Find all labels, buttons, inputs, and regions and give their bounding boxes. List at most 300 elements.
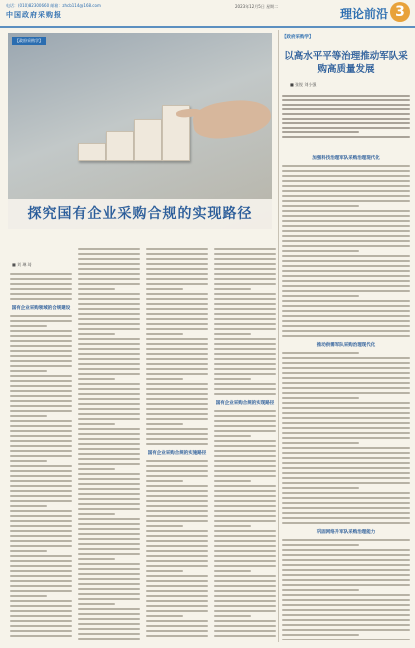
section-title: 理论前沿	[340, 7, 389, 21]
body-text-line	[78, 263, 140, 265]
body-text-line	[10, 320, 72, 322]
body-text-line	[78, 493, 140, 495]
body-text-line	[146, 388, 208, 390]
body-text-line	[146, 485, 208, 487]
body-text-line	[214, 545, 276, 547]
body-text-line	[78, 313, 140, 315]
body-text-line	[10, 450, 72, 452]
body-text-line	[78, 368, 140, 370]
body-text-line	[10, 325, 47, 327]
body-text-line	[146, 283, 208, 285]
body-text-line	[214, 485, 276, 487]
body-text-line	[282, 305, 410, 307]
body-text-line	[78, 623, 140, 625]
body-text-line	[146, 248, 208, 250]
body-text-line	[214, 415, 276, 417]
body-text-line	[282, 95, 410, 97]
body-text-line	[78, 633, 140, 635]
body-text-line	[78, 583, 140, 585]
body-text-line	[146, 348, 208, 350]
body-text-line	[214, 500, 276, 502]
body-text-line	[146, 520, 208, 522]
body-text-line	[10, 380, 72, 382]
body-text-line	[282, 492, 410, 494]
body-text-line	[78, 283, 140, 285]
body-text-line	[10, 288, 72, 290]
body-text-line	[214, 595, 276, 597]
body-text-line	[214, 283, 276, 285]
body-text-line	[10, 630, 72, 632]
body-text-line	[10, 298, 72, 300]
body-text-line	[282, 554, 410, 556]
body-text-line	[214, 605, 276, 607]
body-text-line	[214, 248, 276, 250]
body-text-line	[146, 545, 208, 547]
body-text-line	[10, 430, 72, 432]
body-text-line	[146, 413, 208, 415]
body-text-line	[282, 574, 410, 576]
body-text-line	[78, 248, 140, 250]
body-text-line	[78, 453, 140, 455]
body-text-line	[78, 303, 140, 305]
body-text-line	[10, 480, 72, 482]
body-text-line	[282, 522, 410, 524]
body-text-line	[10, 395, 72, 397]
body-text-line	[146, 423, 183, 425]
body-text-line	[214, 410, 276, 412]
body-text-line	[282, 352, 359, 354]
body-text-line	[214, 625, 276, 627]
body-text-line	[282, 482, 410, 484]
body-text-line	[146, 428, 208, 430]
article-headline: 探究国有企业采购合规的实现路径	[27, 206, 253, 222]
body-text-line	[146, 555, 208, 557]
body-text-line	[146, 293, 208, 295]
body-text-line	[282, 502, 410, 504]
body-text-line	[10, 415, 47, 417]
body-text-line	[214, 540, 276, 542]
body-text-line	[214, 288, 251, 290]
body-text-line	[10, 520, 72, 522]
body-text-line	[10, 390, 72, 392]
body-text-line	[214, 465, 276, 467]
body-text-line	[78, 258, 140, 260]
body-text-line	[146, 263, 208, 265]
body-text-line	[78, 438, 140, 440]
body-text-line	[146, 535, 208, 537]
body-text-line	[282, 472, 410, 474]
body-text-line	[282, 99, 410, 101]
body-text-line	[78, 463, 140, 465]
text-column	[282, 150, 410, 640]
body-text-line	[282, 462, 410, 464]
body-text-line	[10, 470, 72, 472]
body-text-line	[282, 240, 410, 242]
body-text-line	[282, 432, 410, 434]
body-text-line	[214, 388, 276, 390]
body-text-line	[10, 625, 72, 627]
section-subhead: 国有企业采购合规的实现路径	[215, 401, 275, 406]
contact-info: 电话：(010)82300660 邮箱：zhcb114@168.com	[6, 3, 101, 8]
body-text-line	[78, 363, 140, 365]
body-text-line	[10, 485, 72, 487]
body-text-line	[78, 593, 140, 595]
body-text-line	[78, 528, 140, 530]
body-text-line	[78, 498, 140, 500]
body-text-line	[282, 362, 410, 364]
body-text-line	[282, 452, 410, 454]
body-text-line	[10, 580, 72, 582]
body-text-line	[10, 605, 72, 607]
body-text-line	[10, 425, 72, 427]
body-text-line	[282, 250, 359, 252]
body-text-line	[282, 210, 410, 212]
body-text-line	[282, 457, 410, 459]
stair-block	[106, 131, 134, 161]
body-text-line	[78, 378, 115, 380]
body-text-line	[282, 310, 410, 312]
body-text-line	[146, 460, 208, 462]
body-text-line	[78, 388, 140, 390]
body-text-line	[146, 353, 208, 355]
body-text-line	[146, 403, 208, 405]
text-column	[214, 245, 276, 640]
body-text-line	[282, 629, 410, 631]
body-text-line	[282, 639, 410, 640]
body-text-line	[214, 470, 276, 472]
body-text-line	[146, 273, 208, 275]
body-text-line	[10, 550, 47, 552]
body-text-line	[10, 273, 72, 275]
body-text-line	[146, 373, 208, 375]
body-text-line	[214, 550, 276, 552]
body-text-line	[214, 353, 276, 355]
body-text-line	[282, 260, 410, 262]
body-text-line	[282, 447, 410, 449]
issue-date: 2023年12月5日 星期二	[235, 4, 279, 9]
body-text-line	[214, 268, 276, 270]
body-text-line	[282, 594, 410, 596]
body-text-line	[10, 355, 72, 357]
body-text-line	[146, 590, 208, 592]
body-text-line	[282, 549, 410, 551]
body-text-line	[10, 530, 72, 532]
body-text-line	[214, 278, 276, 280]
body-text-line	[146, 610, 208, 612]
body-text-line	[282, 220, 410, 222]
body-text-line	[214, 383, 276, 385]
body-text-line	[146, 510, 208, 512]
body-text-line	[10, 385, 72, 387]
body-text-line	[10, 435, 72, 437]
body-text-line	[146, 253, 208, 255]
body-text-line	[10, 525, 72, 527]
body-text-line	[78, 278, 140, 280]
body-text-line	[214, 253, 276, 255]
body-text-line	[78, 353, 140, 355]
body-text-line	[78, 548, 140, 550]
body-text-line	[214, 635, 276, 637]
body-text-line	[282, 589, 359, 591]
body-text-line	[282, 619, 410, 621]
body-text-line	[78, 568, 140, 570]
body-text-line	[282, 437, 410, 439]
body-text-line	[214, 435, 251, 437]
body-text-line	[10, 420, 72, 422]
body-text-line	[282, 295, 359, 297]
body-text-line	[282, 467, 410, 469]
body-text-line	[10, 610, 72, 612]
body-text-line	[10, 535, 72, 537]
body-text-line	[146, 540, 208, 542]
body-text-line	[282, 315, 410, 317]
body-text-line	[10, 590, 72, 592]
body-text-line	[146, 615, 183, 617]
body-text-line	[282, 330, 410, 332]
body-text-line	[10, 375, 72, 377]
body-text-line	[10, 278, 72, 280]
body-text-line	[282, 320, 410, 322]
body-text-line	[282, 127, 410, 129]
body-text-line	[146, 333, 183, 335]
body-text-line	[146, 358, 208, 360]
body-text-line	[146, 433, 208, 435]
body-text-line	[146, 600, 208, 602]
body-text-line	[214, 555, 276, 557]
body-text-line	[146, 625, 208, 627]
body-text-line	[146, 338, 208, 340]
body-text-line	[78, 318, 140, 320]
body-text-line	[146, 530, 208, 532]
body-text-line	[282, 170, 410, 172]
body-text-line	[282, 104, 410, 106]
body-text-line	[282, 335, 410, 337]
body-text-line	[282, 417, 410, 419]
body-text-line	[214, 378, 251, 380]
body-text-line	[282, 185, 410, 187]
body-text-line	[78, 588, 140, 590]
page-number-badge: 3	[390, 2, 410, 22]
body-text-line	[282, 190, 410, 192]
body-text-line	[146, 620, 208, 622]
body-text-line	[146, 378, 183, 380]
body-text-line	[214, 328, 276, 330]
body-text-line	[214, 298, 276, 300]
body-text-line	[10, 495, 72, 497]
body-text-line	[282, 584, 410, 586]
body-text-line	[10, 350, 72, 352]
body-text-line	[282, 579, 410, 581]
body-text-line	[78, 613, 140, 615]
body-text-line	[282, 422, 410, 424]
body-text-line	[10, 365, 72, 367]
section-subhead: 国有企业采购合规的实施路径	[147, 451, 207, 456]
body-text-line	[10, 440, 72, 442]
body-text-line	[214, 293, 276, 295]
body-text-line	[146, 500, 208, 502]
body-text-line	[214, 520, 276, 522]
body-text-line	[214, 620, 276, 622]
body-text-line	[10, 545, 72, 547]
body-text-line	[78, 468, 115, 470]
body-text-line	[214, 425, 276, 427]
body-text-line	[282, 512, 410, 514]
body-text-line	[78, 413, 140, 415]
body-text-line	[78, 628, 140, 630]
body-text-line	[78, 343, 140, 345]
body-text-line	[282, 225, 410, 227]
body-text-line	[282, 300, 410, 302]
body-text-line	[146, 630, 208, 632]
body-text-line	[282, 118, 410, 120]
body-text-line	[10, 635, 72, 637]
body-text-line	[282, 634, 359, 636]
body-text-line	[146, 418, 208, 420]
body-text-line	[282, 235, 410, 237]
section-subhead: 国有企业采购领域的合规建设	[11, 306, 71, 311]
body-text-line	[282, 604, 410, 606]
body-text-line	[10, 555, 72, 557]
body-text-line	[146, 525, 183, 527]
body-text-line	[78, 333, 115, 335]
body-text-line	[146, 398, 208, 400]
body-text-line	[78, 518, 140, 520]
column-divider	[278, 30, 279, 642]
body-text-line	[10, 515, 72, 517]
body-text-line	[10, 293, 72, 295]
body-text-line	[282, 382, 410, 384]
body-text-line	[214, 575, 276, 577]
section-subhead: 巩固网络升军队采购治理能力	[316, 530, 376, 535]
body-text-line	[282, 397, 359, 399]
body-text-line	[10, 490, 72, 492]
body-text-line	[146, 278, 208, 280]
body-text-line	[214, 445, 276, 447]
text-column	[78, 245, 140, 640]
body-text-line	[10, 620, 72, 622]
body-text-line	[282, 569, 410, 571]
body-text-line	[214, 475, 276, 477]
body-text-line	[214, 515, 276, 517]
body-text-line	[282, 372, 410, 374]
body-text-line	[282, 564, 410, 566]
body-text-line	[78, 458, 140, 460]
body-text-line	[146, 565, 208, 567]
body-text-line	[282, 215, 410, 217]
body-text-line	[78, 638, 140, 640]
hand-figure	[191, 96, 272, 143]
body-text-line	[78, 533, 140, 535]
stair-block	[134, 119, 162, 161]
body-text-line	[214, 560, 276, 562]
body-text-line	[282, 325, 410, 327]
body-text-line	[214, 420, 276, 422]
body-text-line	[214, 450, 276, 452]
body-text-line	[10, 600, 72, 602]
stair-block	[78, 143, 106, 161]
body-text-line	[146, 303, 208, 305]
body-text-line	[10, 400, 72, 402]
body-text-line	[146, 480, 183, 482]
body-text-line	[214, 455, 276, 457]
body-text-line	[78, 513, 115, 515]
body-text-line	[78, 403, 140, 405]
body-text-line	[78, 323, 140, 325]
body-text-line	[146, 470, 208, 472]
body-text-line	[10, 345, 72, 347]
body-text-line	[78, 308, 140, 310]
body-text-line	[282, 265, 410, 267]
body-text-line	[78, 483, 140, 485]
body-text-line	[282, 108, 410, 110]
body-text-line	[214, 530, 276, 532]
body-text-line	[214, 490, 276, 492]
body-text-line	[146, 368, 208, 370]
body-text-line	[214, 358, 276, 360]
body-text-line	[78, 393, 140, 395]
body-text-line	[282, 387, 410, 389]
body-text-line	[78, 598, 140, 600]
body-text-line	[282, 113, 410, 115]
body-text-line	[282, 407, 410, 409]
body-text-line	[282, 544, 359, 546]
body-text-line	[282, 624, 410, 626]
body-text-line	[146, 298, 208, 300]
body-text-line	[282, 245, 410, 247]
body-text-line	[10, 585, 72, 587]
body-text-line	[282, 487, 359, 489]
body-text-line	[214, 440, 276, 442]
body-text-line	[78, 553, 140, 555]
body-text-line	[214, 393, 276, 395]
body-text-line	[10, 465, 72, 467]
body-text-line	[282, 427, 410, 429]
body-text-line	[146, 475, 208, 477]
body-text-line	[214, 615, 251, 617]
body-text-line	[146, 515, 208, 517]
column-tag: 【政府采购学】	[12, 37, 46, 45]
body-text-line	[214, 505, 276, 507]
body-text-line	[10, 330, 72, 332]
body-text-line	[78, 448, 140, 450]
body-text-line	[282, 175, 410, 177]
body-text-line	[214, 535, 276, 537]
body-text-line	[214, 363, 276, 365]
body-text-line	[214, 348, 276, 350]
body-text-line	[146, 570, 183, 572]
body-text-line	[146, 328, 208, 330]
body-text-line	[282, 402, 410, 404]
feature-photo	[8, 33, 272, 229]
body-text-line	[282, 357, 410, 359]
body-text-line	[10, 575, 72, 577]
body-text-line	[214, 610, 276, 612]
body-text-line	[282, 599, 410, 601]
body-text-line	[78, 523, 140, 525]
body-text-line	[78, 473, 140, 475]
body-text-line	[78, 288, 115, 290]
body-text-line	[282, 377, 410, 379]
body-text-line	[78, 478, 140, 480]
body-text-line	[146, 288, 183, 290]
body-text-line	[214, 273, 276, 275]
body-text-line	[282, 507, 410, 509]
body-text-line	[146, 465, 208, 467]
body-text-line	[214, 343, 276, 345]
body-text-line	[78, 428, 140, 430]
body-text-line	[214, 525, 251, 527]
body-text-line	[282, 275, 410, 277]
